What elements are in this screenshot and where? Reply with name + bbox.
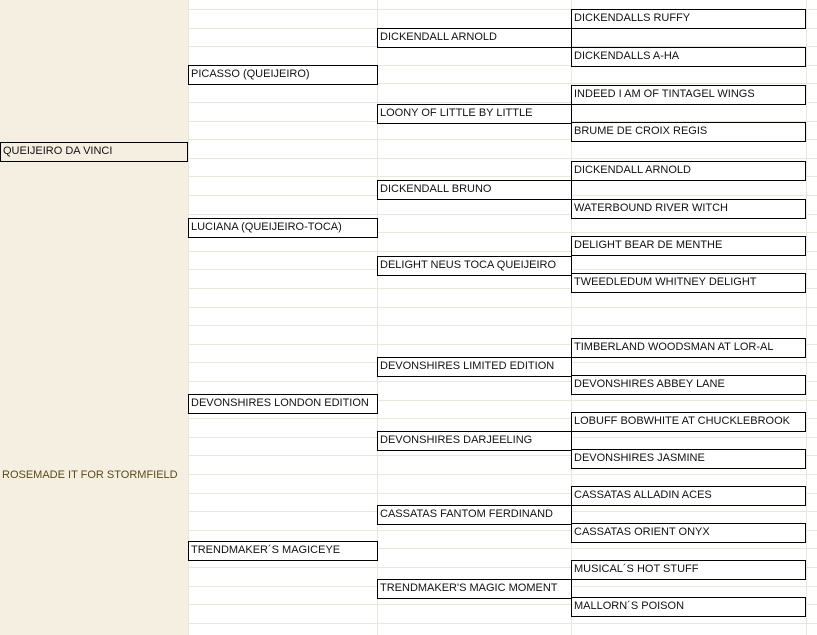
gen4-cell-15[interactable]: MUSICAL´S HOT STUFF: [571, 560, 806, 580]
grid-line: [188, 474, 817, 475]
grandsire-maternal-cell[interactable]: DEVONSHIRES LONDON EDITION: [188, 394, 378, 414]
gen3-cell-7[interactable]: CASSATAS FANTOM FERDINAND: [377, 505, 572, 525]
dam-cell[interactable]: ROSEMADE IT FOR STORMFIELD: [0, 467, 188, 487]
grid-column-line: [806, 0, 807, 635]
gen4-cell-2[interactable]: DICKENDALLS A-HA: [571, 47, 806, 67]
grid-line: [188, 623, 817, 624]
grid-line: [188, 307, 817, 308]
gen3-cell-6[interactable]: DEVONSHIRES DARJEELING: [377, 431, 572, 451]
gen4-cell-4[interactable]: BRUME DE CROIX REGIS: [571, 122, 806, 142]
gen4-cell-10[interactable]: DEVONSHIRES ABBEY LANE: [571, 375, 806, 395]
gen4-cell-13[interactable]: CASSATAS ALLADIN ACES: [571, 486, 806, 506]
gen4-cell-16[interactable]: MALLORN´S POISON: [571, 597, 806, 617]
first-column-background: [0, 0, 188, 635]
grid-column-line: [377, 0, 378, 635]
gen4-cell-3[interactable]: INDEED I AM OF TINTAGEL WINGS: [571, 85, 806, 105]
gen3-cell-3[interactable]: DICKENDALL BRUNO: [377, 180, 572, 200]
gen4-cell-9[interactable]: TIMBERLAND WOODSMAN AT LOR-AL: [571, 338, 806, 358]
gen4-cell-11[interactable]: LOBUFF BOBWHITE AT CHUCKLEBROOK: [571, 412, 806, 432]
gen4-cell-1[interactable]: DICKENDALLS RUFFY: [571, 9, 806, 29]
granddam-paternal-cell[interactable]: LUCIANA (QUEIJEIRO-TOCA): [188, 218, 378, 238]
grid-line: [188, 158, 817, 159]
gen4-cell-12[interactable]: DEVONSHIRES JASMINE: [571, 449, 806, 469]
gen4-cell-6[interactable]: WATERBOUND RIVER WITCH: [571, 199, 806, 219]
sire-cell[interactable]: QUEIJEIRO DA VINCI: [0, 142, 188, 162]
gen4-cell-7[interactable]: DELIGHT BEAR DE MENTHE: [571, 236, 806, 256]
grid-column-line: [188, 0, 189, 635]
grid-line: [188, 325, 817, 326]
granddam-maternal-cell[interactable]: TRENDMAKER´S MAGICEYE: [188, 541, 378, 561]
gen4-cell-14[interactable]: CASSATAS ORIENT ONYX: [571, 523, 806, 543]
gen3-cell-4[interactable]: DELIGHT NEUS TOCA QUEIJEIRO: [377, 256, 572, 276]
gen3-cell-5[interactable]: DEVONSHIRES LIMITED EDITION: [377, 357, 572, 377]
grandsire-paternal-cell[interactable]: PICASSO (QUEIJEIRO): [188, 65, 378, 85]
gen4-cell-5[interactable]: DICKENDALL ARNOLD: [571, 161, 806, 181]
gen3-cell-1[interactable]: DICKENDALL ARNOLD: [377, 28, 572, 48]
gen3-cell-2[interactable]: LOONY OF LITTLE BY LITTLE: [377, 104, 572, 124]
gen4-cell-8[interactable]: TWEEDLEDUM WHITNEY DELIGHT: [571, 273, 806, 293]
gen3-cell-8[interactable]: TRENDMAKER'S MAGIC MOMENT: [377, 579, 572, 599]
